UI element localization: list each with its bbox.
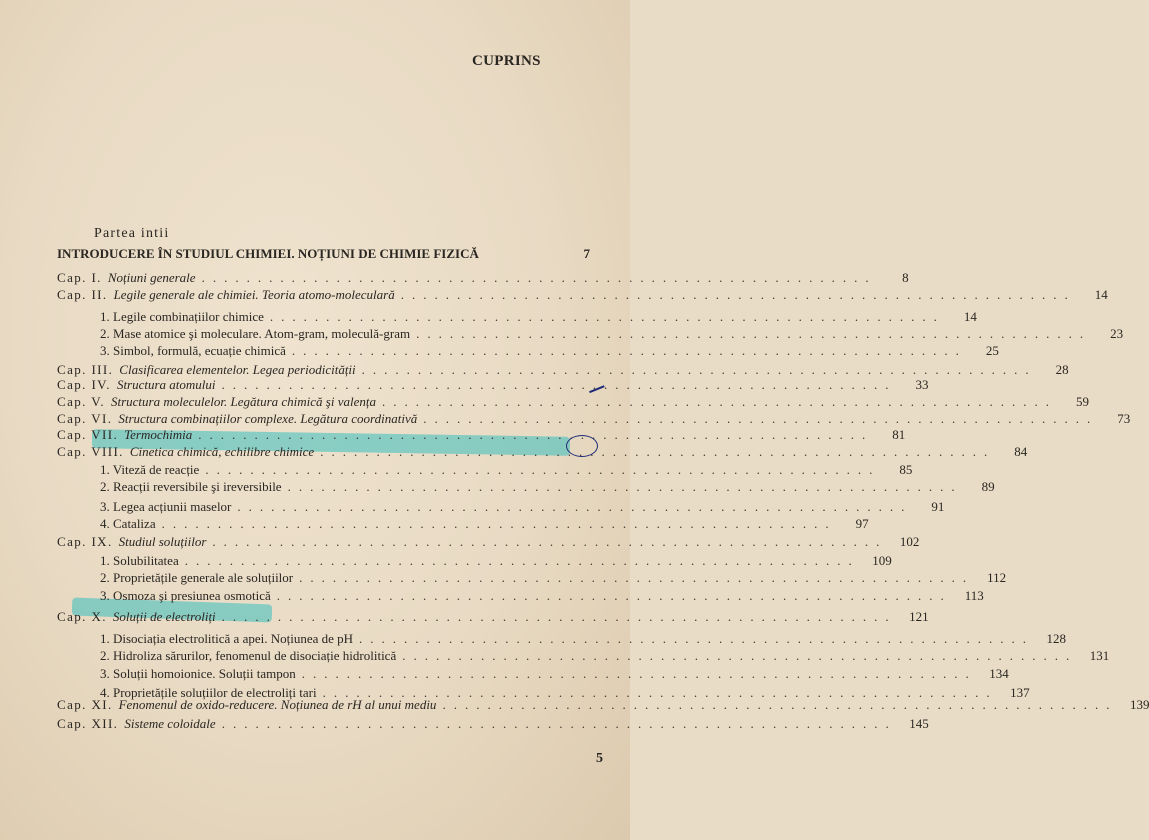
toc-entry-title: Structura atomului	[116, 377, 216, 392]
toc-page-number: 84	[1014, 444, 1028, 459]
toc-page-number: 97	[855, 516, 869, 531]
toc-chapter-label: Cap. XI.	[57, 697, 113, 712]
toc-entry	[57, 444, 1028, 462]
toc-subentry	[100, 462, 913, 480]
toc-chapter-label: Cap. VIII.	[57, 444, 124, 459]
toc-page-number: 121	[909, 609, 929, 624]
dot-leader: ............................................................	[361, 362, 1037, 377]
dot-leader: ............................................................	[322, 685, 998, 700]
dot-leader: ............................................................	[400, 287, 1076, 302]
toc-page-number: 14	[1094, 287, 1108, 302]
toc-subentry	[100, 648, 1110, 666]
toc-entry-title: 4. Cataliza	[100, 516, 156, 531]
toc-subentry	[100, 631, 1067, 649]
toc-chapter-label: Cap. IV.	[57, 377, 111, 392]
dot-leader: ............................................................	[269, 309, 945, 324]
dot-leader: ............................................................	[276, 588, 952, 603]
toc-entry-title: 4. Proprietățile soluțiilor de electroliți tari	[100, 685, 317, 700]
dot-leader: ............................................................	[416, 326, 1092, 341]
toc-page-number: 113	[964, 588, 984, 603]
toc-entry	[57, 287, 1108, 305]
toc-entry-title: Structura moleculelor. Legătura chimică şi valența	[110, 394, 376, 409]
toc-page-number: 134	[989, 666, 1009, 681]
toc-chapter-label: Cap. VI.	[57, 411, 113, 426]
dot-leader: ............................................................	[287, 479, 963, 494]
toc-chapter-label: Cap. IX.	[57, 534, 113, 549]
toc-entry	[57, 716, 929, 734]
toc-page-number: 59	[1076, 394, 1089, 409]
toc-subentry	[100, 553, 892, 571]
dot-leader: ............................................................	[299, 570, 975, 585]
dot-leader: ............................................................	[201, 270, 877, 285]
dot-leader: ............................................................	[221, 716, 897, 731]
dot-leader: ............................................................	[320, 444, 996, 459]
dot-leader: ............................................................	[237, 499, 913, 514]
toc-entry	[57, 270, 909, 288]
toc-subentry	[100, 326, 1124, 344]
toc-page-number: 8	[902, 270, 909, 285]
pen-circle-mark	[566, 435, 598, 457]
part-label: Partea intii	[94, 226, 170, 241]
toc-entry	[57, 394, 1089, 412]
toc-entry-title: 2. Proprietățile generale ale soluțiilor	[100, 570, 294, 585]
dot-leader: ............................................................	[221, 377, 897, 392]
toc-page-number: 112	[987, 570, 1007, 585]
toc-entry-title: Studiul soluțiilor	[118, 534, 207, 549]
toc-entry-title: Noțiuni generale	[107, 270, 196, 285]
dot-leader: ............................................................	[161, 516, 837, 531]
toc-chapter-label: Cap. II.	[57, 287, 108, 302]
toc-entry-title: 3. Simbol, formulă, ecuație chimică	[100, 343, 286, 358]
toc-chapter-label: Cap. XII.	[57, 716, 119, 731]
dot-leader: ............................................................	[198, 427, 874, 442]
toc-entry-title: Sisteme coloidale	[124, 716, 216, 731]
toc-page-number: 91	[931, 499, 945, 514]
toc-page-number: 145	[909, 716, 929, 731]
page-number: 5	[596, 751, 603, 766]
intro-heading	[57, 246, 590, 262]
toc-subentry	[100, 570, 1007, 588]
toc-entry-title: 2. Reacții reversibile şi ireversibile	[100, 479, 282, 494]
toc-page-number: 137	[1010, 685, 1030, 700]
toc-page-number: 25	[985, 343, 999, 358]
toc-entry-title: Termochimia	[124, 427, 193, 442]
toc-entry-title: 3. Soluții homoionice. Soluții tampon	[100, 666, 296, 681]
toc-chapter-label: Cap. VII.	[57, 427, 119, 442]
toc-entry-title: Structura combinațiilor complexe. Legătura coordinativă	[118, 411, 418, 426]
toc-entry-title: 3. Osmoza şi presiunea osmotică	[100, 588, 271, 603]
toc-entry	[57, 609, 929, 627]
toc-entry-title: Soluții de electroliți	[112, 609, 216, 624]
toc-page-number: 131	[1089, 648, 1110, 663]
toc-subentry	[100, 499, 945, 517]
toc-page-number: 73	[1117, 411, 1131, 426]
dot-leader: ............................................................	[184, 553, 860, 568]
toc-page-number: 128	[1046, 631, 1067, 646]
dot-leader: ............................................................	[205, 462, 881, 477]
toc-entry-title: 1. Solubilitatea	[100, 553, 179, 568]
toc-entry-title: 1. Viteză de reacție	[100, 462, 200, 477]
toc-page-number: 23	[1110, 326, 1124, 341]
toc-entry-title: Cinetica chimică, echilibre chimice	[129, 444, 315, 459]
dot-leader: ............................................................	[291, 343, 967, 358]
toc-entry-title: 3. Legea acțiunii maselor	[100, 499, 232, 514]
toc-page-number: 109	[872, 553, 892, 568]
toc-entry-title: Fenomenul de oxido-reducere. Noțiunea de rH al unui mediu	[118, 697, 437, 712]
toc-chapter-label: Cap. V.	[57, 394, 105, 409]
dot-leader: ............................................................	[212, 534, 888, 549]
dot-leader: ............................................................	[382, 394, 1057, 409]
toc-page-number: 102	[899, 534, 920, 549]
toc-subentry	[100, 516, 869, 534]
toc-entry	[57, 697, 1149, 715]
toc-subentry	[100, 479, 995, 497]
toc-page-number: 139	[1129, 697, 1149, 712]
toc-entry-title: 2. Hidroliza sărurilor, fenomenul de disociație hidrolitică	[100, 648, 397, 663]
toc-subentry	[100, 343, 999, 361]
toc-subentry	[100, 309, 977, 327]
dot-leader: ............................................................	[442, 697, 1118, 712]
toc-page-number: 85	[899, 462, 913, 477]
dot-leader: ............................................................	[423, 411, 1099, 426]
dot-leader: ............................................................	[221, 609, 897, 624]
toc-entry	[57, 534, 920, 552]
toc-entry-title: Clasificarea elementelor. Legea periodicității	[119, 362, 356, 377]
intro-page: 7	[583, 246, 590, 261]
toc-subentry	[100, 666, 1009, 684]
toc-chapter-label: Cap. III.	[57, 362, 114, 377]
toc-chapter-label: Cap. X.	[57, 609, 107, 624]
toc-subentry	[100, 588, 984, 606]
toc-page-number: 81	[892, 427, 906, 442]
toc-entry	[57, 427, 906, 445]
toc-page-number: 33	[915, 377, 929, 392]
toc-page-number: 89	[981, 479, 995, 494]
dot-leader: ............................................................	[359, 631, 1035, 646]
toc-chapter-label: Cap. I.	[57, 270, 102, 285]
toc-entry-title: Legile generale ale chimiei. Teoria atomo-moleculară	[113, 287, 395, 302]
toc-entry	[57, 377, 929, 395]
toc-page-number: 14	[963, 309, 977, 324]
toc-entry-title: 2. Mase atomice şi moleculare. Atom-gram, moleculă-gram	[100, 326, 411, 341]
toc-entry-title: 1. Disociația electrolitică a apei. Noțiunea de pH	[100, 631, 354, 646]
page-title: CUPRINS	[472, 53, 541, 69]
intro-text: INTRODUCERE ÎN STUDIUL CHIMIEI. NOȚIUNI DE CHIMIE FIZICĂ	[57, 246, 479, 261]
toc-entry-title: 1. Legile combinațiilor chimice	[100, 309, 264, 324]
dot-leader: ............................................................	[301, 666, 977, 681]
dot-leader: ............................................................	[402, 648, 1078, 663]
toc-page-number: 28	[1055, 362, 1069, 377]
